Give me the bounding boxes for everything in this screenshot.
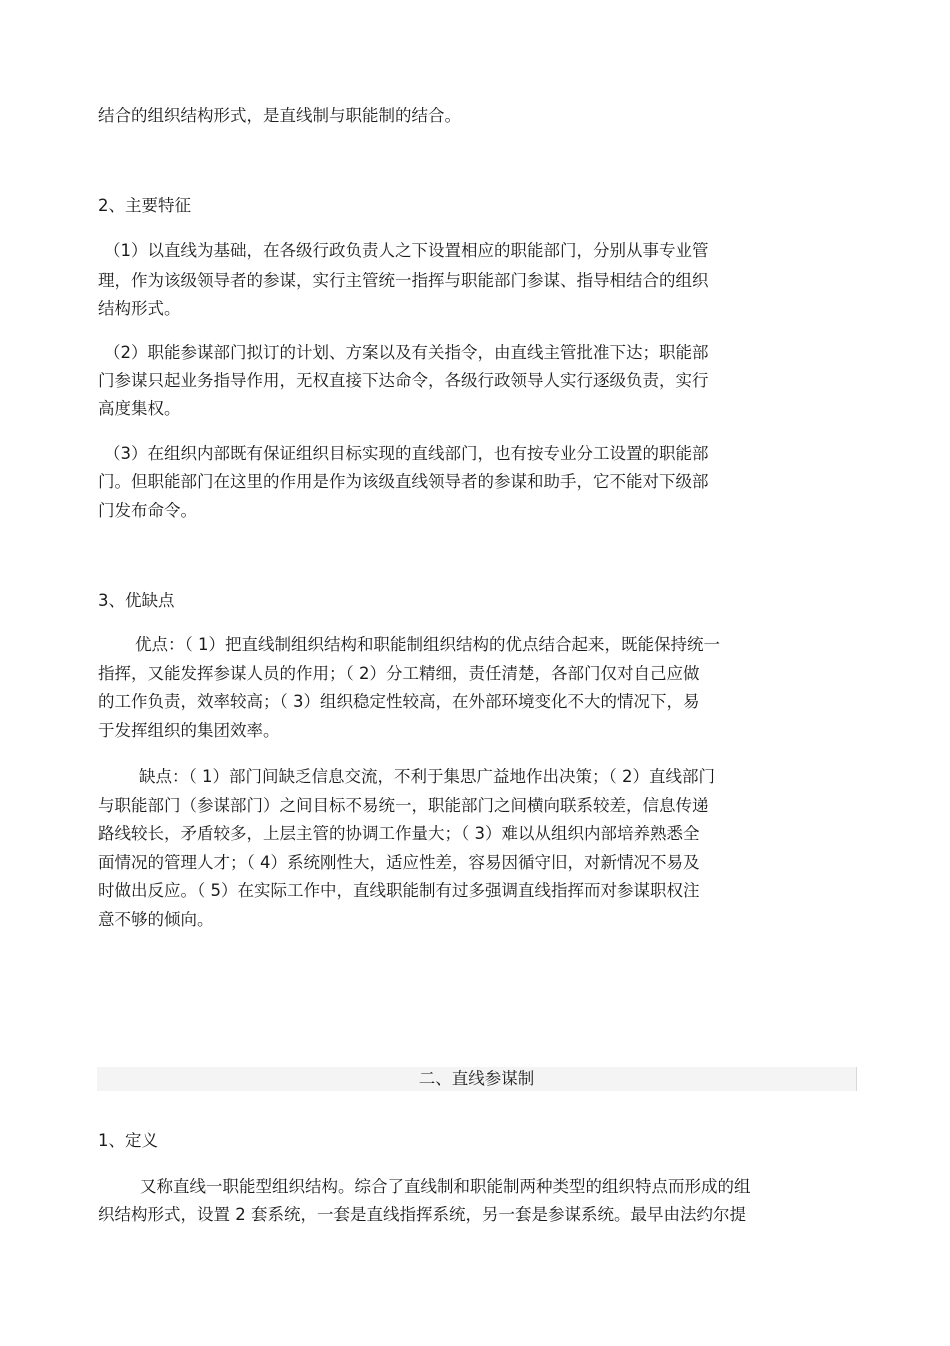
cons-line4: 面情况的管理人才；（ 4）系统刚性大，适应性差，容易因循守旧，对新情况不易及 (98, 853, 700, 872)
pros-line1: 优点：（ 1）把直线制组织结构和职能制组织结构的优点结合起来，既能保持统一 (135, 635, 720, 654)
definition-line2: 织结构形式，设置 2 套系统，一套是直线指挥系统，另一套是参谋系统。最早由法约尔提 (98, 1205, 746, 1224)
definition-line1: 又称直线一职能型组织结构。综合了直线制和职能制两种类型的组织特点而形成的组 (140, 1177, 751, 1196)
definition-heading: 1、定义 (98, 1131, 158, 1150)
cons-line5: 时做出反应。（ 5）在实际工作中，直线职能制有过多强调直线指挥而对参谋职权注 (98, 881, 700, 900)
features-p3-line2: 门。但职能部门在这里的作用是作为该级直线领导者的参谋和助手，它不能对下级部 (98, 472, 709, 491)
features-heading: 2、主要特征 (98, 196, 191, 215)
features-p1-line3: 结构形式。 (98, 299, 181, 318)
features-p3-line1: （3）在组织内部既有保证组织目标实现的直线部门，也有按专业分工设置的职能部 (104, 444, 709, 463)
features-p3-line3: 门发布命令。 (98, 501, 197, 520)
pros-cons-heading: 3、优缺点 (98, 591, 175, 610)
features-p2-line1: （2）职能参谋部门拟订的计划、方案以及有关指令，由直线主管批准下达；职能部 (104, 343, 709, 362)
features-p2-line3: 高度集权。 (98, 399, 181, 418)
intro-line: 结合的组织结构形式，是直线制与职能制的结合。 (98, 106, 461, 125)
pros-line4: 于发挥组织的集团效率。 (98, 721, 280, 740)
cons-line1: 缺点：（ 1）部门间缺乏信息交流，不利于集思广益地作出决策；（ 2）直线部门 (139, 767, 715, 786)
features-p2-line2: 门参谋只起业务指导作用，无权直接下达命令，各级行政领导人实行逐级负责，实行 (98, 371, 709, 390)
pros-line3: 的工作负责，效率较高；（ 3）组织稳定性较高，在外部环境变化不大的情况下，易 (98, 692, 700, 711)
section-title-bar (97, 1067, 857, 1091)
features-p1-line1: （1）以直线为基础，在各级行政负责人之下设置相应的职能部门，分别从事专业管 (104, 241, 709, 260)
features-p1-line2: 理，作为该级领导者的参谋，实行主管统一指挥与职能部门参谋、指导相结合的组织 (98, 271, 709, 290)
pros-line2: 指挥，又能发挥参谋人员的作用；（ 2）分工精细，责任清楚，各部门仅对自己应做 (98, 664, 700, 683)
cons-line6: 意不够的倾向。 (98, 910, 214, 929)
section-title: 二、直线参谋制 (418, 1069, 535, 1088)
cons-line2: 与职能部门（参谋部门）之间目标不易统一，职能部门之间横向联系较差，信息传递 (98, 796, 709, 815)
cons-line3: 路线较长，矛盾较多，上层主管的协调工作量大；（ 3）难以从组织内部培养熟悉全 (98, 824, 700, 843)
